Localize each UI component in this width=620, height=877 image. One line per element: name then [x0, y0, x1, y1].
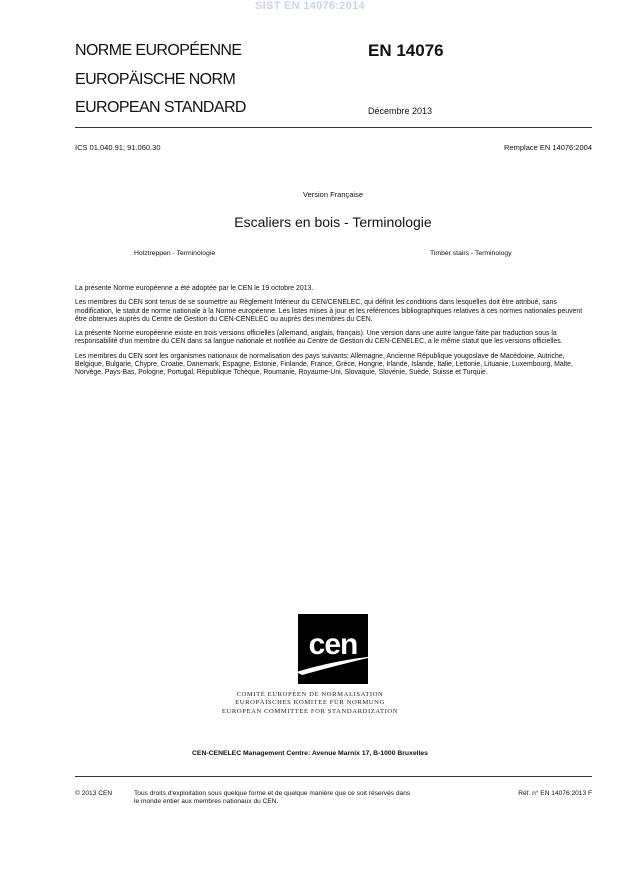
copyright: © 2013 CEN — [75, 790, 113, 797]
paragraph-adoption: La présente Norme européenne a été adoptée par le CEN le 19 octobre 2013. — [75, 285, 314, 292]
replaces-note: Remplace EN 14076:2004 — [504, 143, 592, 152]
committee-name-de: EUROPÄISCHES KOMITEE FÜR NORMUNG — [235, 699, 385, 707]
watermark: SIST EN 14076:2014 — [255, 0, 365, 12]
rights-statement: Tous droits d'exploitation sous quelque forme et de quelque manière que ce soit réservés dans le monde entier aux membres nationaux du CEN. — [134, 790, 411, 805]
title-en: Timber stairs - Terminology — [430, 250, 512, 257]
title-english: EUROPEAN STANDARD — [75, 99, 246, 116]
committee-name-fr: COMITÉ EUROPÉEN DE NORMALISATION — [236, 691, 384, 698]
title-de: Holztreppen - Terminologie — [134, 250, 216, 257]
publication-date: Décembre 2013 — [368, 106, 433, 116]
standard-number: EN 14076 — [368, 41, 444, 60]
paragraph-members-duty: Les membres du CEN sont tenus de se soumettre au Règlement Intérieur du CEN/CENELEC, qui définit les conditions dans lesquelles doit être attribué, sans modification, le statut de norme nationale à la Norme européenne. Les listes mises à jour et les références bibliographiques relatives à ces normes nationales peuvent être obtenues auprès du Centre de Gestion du CEN-CENELEC ou auprès des membres du CEN. — [75, 299, 583, 323]
adoption-text — [75, 285, 592, 384]
cen-logo-text: cen — [308, 628, 358, 661]
paragraph-versions: La présente Norme européenne existe en trois versions officielles (allemand, anglais, français). Une version dans une autre langue faite par traduction sous la responsabilité d'un membre du CEN dans sa langue nationale et notifiée au Centre de Gestion du CEN-CENELEC, a le même statut que les versions officielles. — [75, 330, 563, 346]
version-label: Version Française — [302, 190, 364, 199]
committee-name-en: EUROPEAN COMMITTEE FOR STANDARDIZATION — [221, 707, 399, 715]
title-french: NORME EUROPÉENNE — [75, 42, 242, 59]
header-rule — [75, 127, 592, 128]
cen-logo — [296, 614, 378, 686]
ics-code: ICS 01.040.91; 91.060.30 — [75, 143, 161, 152]
footer-rule — [75, 776, 592, 777]
title-german: EUROPÄISCHE NORM — [75, 71, 236, 88]
reference-number: Réf. n° EN 14076:2013 F — [518, 790, 592, 797]
committee-names — [0, 691, 620, 716]
document-title: Escaliers en bois - Terminologie — [234, 214, 432, 230]
management-centre: CEN-CENELEC Management Centre: Avenue Marnix 17, B-1000 Bruxelles — [192, 750, 428, 757]
paragraph-member-countries: Les membres du CEN sont les organismes nationaux de normalisation des pays suivants: Allemagne, Ancienne République yougoslave de Macédoine, Autriche, Belgique, Bulgarie, Chypre, Croatie, Danemark, Espagne, Estonie, Finlande, France, Grèce, Hongrie, Irlande, Islande, Italie, Lettonie, Lituanie, Luxembourg, Malte, Norvège, Pays-Bas, Pologne, Portugal, République Tchèque, Roumanie, Royaume-Uni, Slovaquie, Slovénie, Suède, Suisse et Turquie. — [75, 352, 573, 377]
